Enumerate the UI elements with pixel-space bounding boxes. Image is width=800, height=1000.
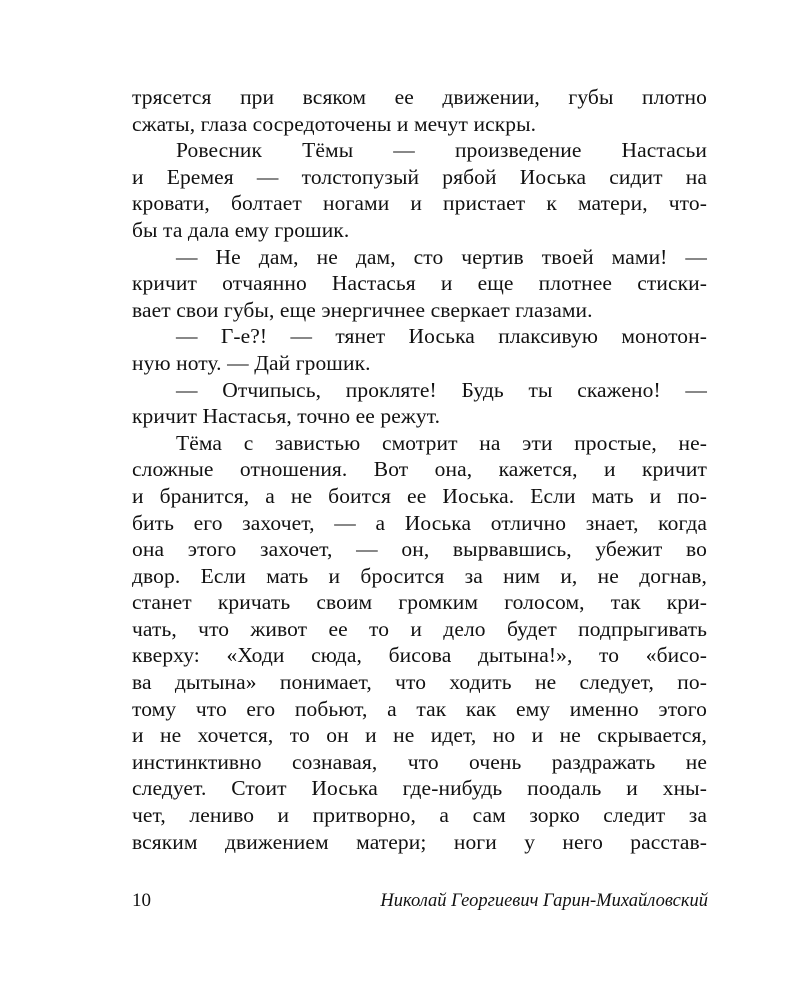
body-text	[132, 84, 707, 855]
text-line: инстинктивно сознавая, что очень раздражать не	[132, 749, 707, 774]
text-line: кричит Настасья, точно ее режут.	[132, 404, 441, 429]
text-line: станет кричать своим громким голосом, так кри-	[132, 590, 707, 615]
text-line: ва дытына» понимает, что ходить не следует, по-	[132, 670, 707, 695]
text-line: двор. Если мать и бросится за ним и, не догнав,	[132, 563, 707, 588]
text-line: следует. Стоит Иоська где-нибудь поодаль и хны-	[132, 776, 707, 801]
text-line: Тёма с завистью смотрит на эти простые, не-	[176, 430, 707, 455]
text-line: и бранится, а не боится ее Иоська. Если мать и по-	[132, 483, 707, 508]
text-line: вает свои губы, еще энергичнее сверкает глазами.	[132, 297, 593, 322]
text-line: сжаты, глаза сосредоточены и мечут искры.	[132, 111, 537, 136]
text-line: она этого захочет, — он, вырвавшись, убежит во	[132, 537, 707, 562]
page-footer	[132, 888, 708, 914]
running-title: Николай Георгиевич Гарин-Михайловский	[380, 891, 708, 911]
text-line: чет, лениво и притворно, а сам зорко следит за	[132, 803, 707, 828]
text-line: сложные отношения. Вот она, кажется, и кричит	[132, 457, 707, 482]
text-line: кричит отчаянно Настасья и еще плотнее стиски-	[132, 271, 707, 296]
text-line: кровати, болтает ногами и пристает к матери, что-	[132, 191, 707, 216]
text-line: и не хочется, то он и не идет, но и не скрывается,	[132, 723, 707, 748]
text-line: ную ноту. — Дай грошик.	[132, 350, 371, 375]
text-line: и Еремея — толстопузый рябой Иоська сидит на	[132, 164, 707, 189]
text-line: тому что его побьют, а так как ему именно этого	[132, 696, 707, 721]
text-line: бить его захочет, — а Иоська отлично знает, когда	[132, 510, 707, 535]
text-line: трясется при всяком ее движении, губы плотно	[132, 85, 707, 109]
text-line: чать, что живот ее то и дело будет подпрыгивать	[132, 616, 707, 641]
text-line: — Г-е?! — тянет Иоська плаксивую монотон-	[176, 324, 707, 349]
text-line: Ровесник Тёмы — произведение Настасьи	[176, 138, 707, 163]
text-line: — Не дам, не дам, сто чертив твоей мами! —	[176, 244, 707, 269]
text-line: бы та дала ему грошик.	[132, 217, 350, 242]
page-number: 10	[132, 890, 151, 911]
text-line: кверху: «Ходи сюда, бисова дытына!», то «бисо-	[132, 643, 707, 668]
text-line: всяким движением матери; ноги у него расстав-	[132, 829, 707, 854]
text-line: — Отчипысь, прокляте! Будь ты скажено! —	[176, 377, 707, 402]
